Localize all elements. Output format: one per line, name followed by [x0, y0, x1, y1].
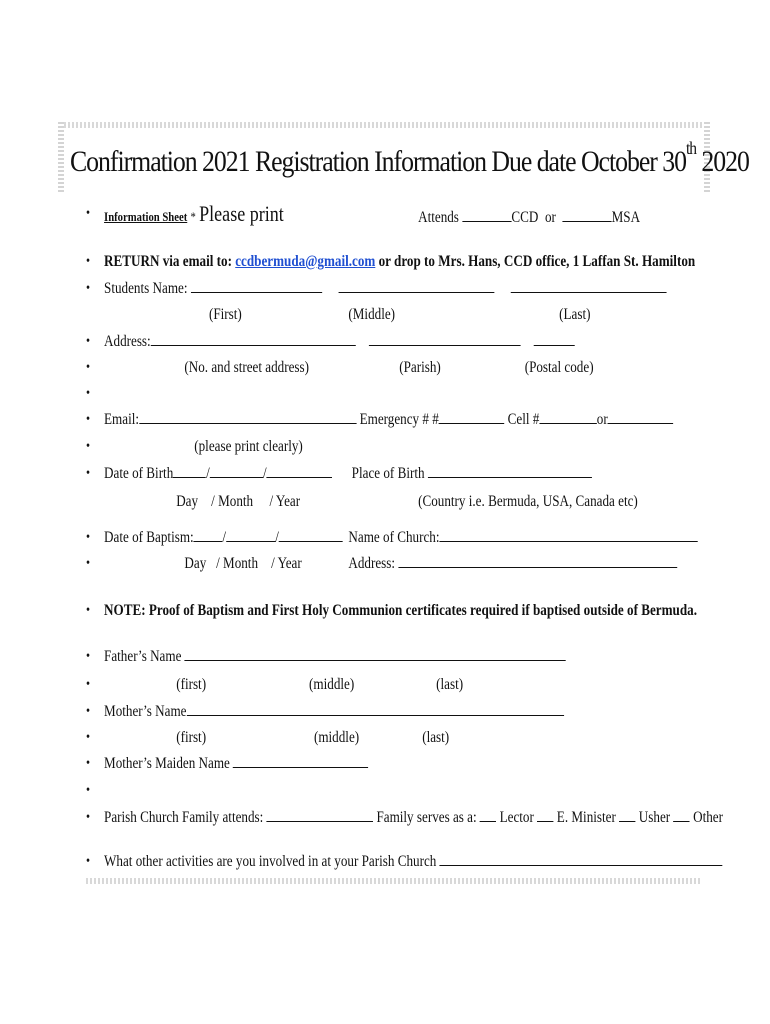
address-parish-field[interactable] — [369, 331, 521, 346]
attends-ccd-field[interactable] — [462, 207, 511, 222]
church-group — [348, 527, 697, 549]
parish-field[interactable] — [267, 807, 374, 822]
mother-caption-middle: (middle) — [313, 729, 360, 746]
return-line — [86, 251, 696, 273]
emergency-label: Emergency # # — [359, 411, 439, 428]
address-captions — [86, 357, 594, 379]
mother-name-field[interactable] — [187, 701, 564, 716]
email-link[interactable]: ccdbermuda@gmail.com — [235, 253, 376, 270]
attends-group — [418, 207, 640, 229]
other-check[interactable] — [673, 807, 689, 822]
maiden-line — [86, 753, 594, 775]
birth-text: Date of Birth / / — [104, 463, 332, 485]
bullet: • — [86, 386, 91, 401]
minister-label: E. Minister — [556, 809, 616, 826]
birth-country-caption: (Country i.e. Bermuda, USA, Canada etc) — [418, 493, 638, 510]
return-text — [104, 251, 695, 273]
note-text: NOTE: Proof of Baptism and First Holy Communion certificates required if baptised outside of Bermuda. — [104, 602, 697, 619]
usher-label: Usher — [638, 809, 671, 826]
mother-captions — [86, 727, 594, 749]
father-label: Father’s Name — [104, 648, 182, 665]
return-prefix: RETURN via email to: — [104, 253, 232, 270]
baptism-dmy-caption: Day / Month / Year — [184, 555, 302, 572]
attends-msa-field[interactable] — [562, 207, 611, 222]
bullet: • — [86, 281, 91, 296]
birth-place-group — [352, 463, 592, 485]
bullet: • — [86, 360, 91, 375]
bullet: • — [86, 854, 91, 869]
print-clearly-caption: (please print clearly) — [194, 438, 303, 455]
birth-month-field[interactable] — [210, 463, 263, 478]
father-caption-middle: (middle) — [309, 676, 355, 693]
bullet: • — [86, 412, 91, 427]
birth-day-field[interactable] — [173, 463, 206, 478]
bullet: • — [86, 206, 91, 221]
activities-field[interactable] — [440, 851, 723, 866]
return-suffix: or drop to Mrs. Hans, CCD office, 1 Laffan St. Hamilton — [378, 253, 696, 270]
caption-last: (Last) — [559, 306, 591, 323]
birth-place-field[interactable] — [428, 463, 592, 478]
student-last-field[interactable] — [511, 278, 667, 293]
email-field[interactable] — [139, 409, 356, 424]
baptism-year-field[interactable] — [279, 527, 343, 542]
parish-text — [104, 807, 723, 829]
address-street-field[interactable] — [151, 331, 356, 346]
info-sheet-label: Information Sheet — [104, 209, 188, 224]
baptism-label: Date of Baptism: — [104, 529, 194, 546]
mother-caption-first: (first) — [176, 729, 207, 746]
caption-first: (First) — [209, 306, 242, 323]
activities-text — [104, 851, 722, 873]
info-text — [104, 203, 284, 228]
student-name-text — [104, 278, 666, 300]
empty-bullet-line — [86, 383, 594, 405]
birth-line — [86, 463, 594, 485]
baptism-month-field[interactable] — [226, 527, 275, 542]
baptism-line — [86, 527, 594, 549]
activities-line — [86, 851, 594, 873]
decorative-border-left — [58, 122, 64, 192]
usher-check[interactable] — [619, 807, 635, 822]
bullet: • — [86, 649, 91, 664]
caption-postal: (Postal code) — [524, 359, 594, 376]
student-name-label: Students Name: — [104, 280, 188, 297]
email-label: Email: — [104, 411, 140, 428]
cell-field[interactable] — [539, 409, 596, 424]
decorative-border-bottom — [86, 878, 702, 884]
bullet: • — [86, 810, 91, 825]
minister-check[interactable] — [537, 807, 553, 822]
birth-year-field[interactable] — [267, 463, 333, 478]
caption-parish: (Parish) — [399, 359, 441, 376]
emergency-field[interactable] — [439, 409, 505, 424]
bullet: • — [86, 530, 91, 545]
print-clearly-line — [86, 436, 594, 458]
birth-captions — [86, 491, 638, 513]
maiden-name-field[interactable] — [233, 753, 368, 768]
email-line — [86, 409, 608, 431]
father-captions — [86, 674, 594, 696]
parish-label: Parish Church Family attends: — [104, 809, 264, 826]
church-address-group — [348, 553, 677, 575]
msa-label: MSA — [611, 209, 641, 226]
address-line — [86, 331, 594, 353]
father-caption-last: (last) — [436, 676, 464, 693]
caption-street: (No. and street address) — [184, 359, 310, 376]
email-text — [104, 409, 673, 431]
parish-line — [86, 807, 723, 829]
lector-label: Lector — [499, 809, 534, 826]
bullet: • — [86, 704, 91, 719]
bullet: • — [86, 334, 91, 349]
church-address-field[interactable] — [398, 553, 677, 568]
student-first-field[interactable] — [191, 278, 322, 293]
decorative-border-top — [60, 122, 710, 128]
student-name-line — [86, 278, 594, 300]
church-label: Name of Church: — [348, 529, 440, 546]
cell-label: Cell # — [507, 411, 540, 428]
bullet: • — [86, 756, 91, 771]
birth-label: Date of Birth — [104, 465, 174, 482]
bullet: • — [86, 556, 91, 571]
baptism-day-field[interactable] — [194, 527, 223, 542]
bullet: • — [86, 677, 91, 692]
address-postal-field[interactable] — [534, 331, 575, 346]
father-line — [86, 646, 594, 668]
activities-label: What other activities are you involved in at your Parish Church — [104, 853, 437, 870]
address-text — [104, 331, 575, 353]
title-year: 2020 — [701, 145, 749, 178]
cell-or-label: or — [596, 411, 608, 428]
page-title — [70, 134, 749, 182]
cell-alt-field[interactable] — [608, 409, 674, 424]
bullet: • — [86, 254, 91, 269]
birth-dmy-caption: Day / Month / Year — [176, 493, 301, 510]
church-field[interactable] — [439, 527, 697, 542]
baptism-text: Date of Baptism: / / — [104, 527, 343, 549]
serves-label: Family serves as a: — [376, 809, 477, 826]
note-line — [86, 600, 697, 622]
caption-middle: (Middle) — [348, 306, 396, 323]
mother-caption-last: (last) — [422, 729, 450, 746]
student-middle-field[interactable] — [338, 278, 494, 293]
mother-label: Mother’s Name — [104, 703, 187, 720]
church-address-label: Address: — [348, 555, 396, 572]
mother-text — [104, 701, 564, 723]
address-label: Address: — [104, 333, 151, 350]
birth-place-label: Place of Birth — [351, 465, 425, 482]
attends-label: Attends — [418, 209, 459, 226]
asterisk: * — [190, 209, 196, 224]
maiden-label: Mother’s Maiden Name — [104, 755, 230, 772]
maiden-text — [104, 753, 368, 775]
info-line — [86, 201, 641, 226]
lector-check[interactable] — [480, 807, 496, 822]
mother-line — [86, 701, 594, 723]
other-label: Other — [693, 809, 723, 826]
father-caption-first: (first) — [176, 676, 207, 693]
father-text — [104, 646, 566, 668]
title-sup: th — [685, 138, 696, 158]
ccd-label: CCD — [511, 209, 539, 226]
please-print-label: Please print — [199, 201, 284, 226]
bullet: • — [86, 783, 91, 798]
student-captions — [86, 304, 594, 326]
bullet: • — [86, 439, 91, 454]
bullet: • — [86, 603, 91, 618]
baptism-captions — [86, 553, 594, 575]
bullet: • — [86, 730, 91, 745]
bullet: • — [86, 466, 91, 481]
or-label: or — [544, 209, 556, 226]
empty-bullet-line-2 — [86, 780, 594, 802]
title-main: Confirmation 2021 Registration Information Due date October 30 — [70, 145, 686, 178]
father-name-field[interactable] — [185, 646, 566, 661]
